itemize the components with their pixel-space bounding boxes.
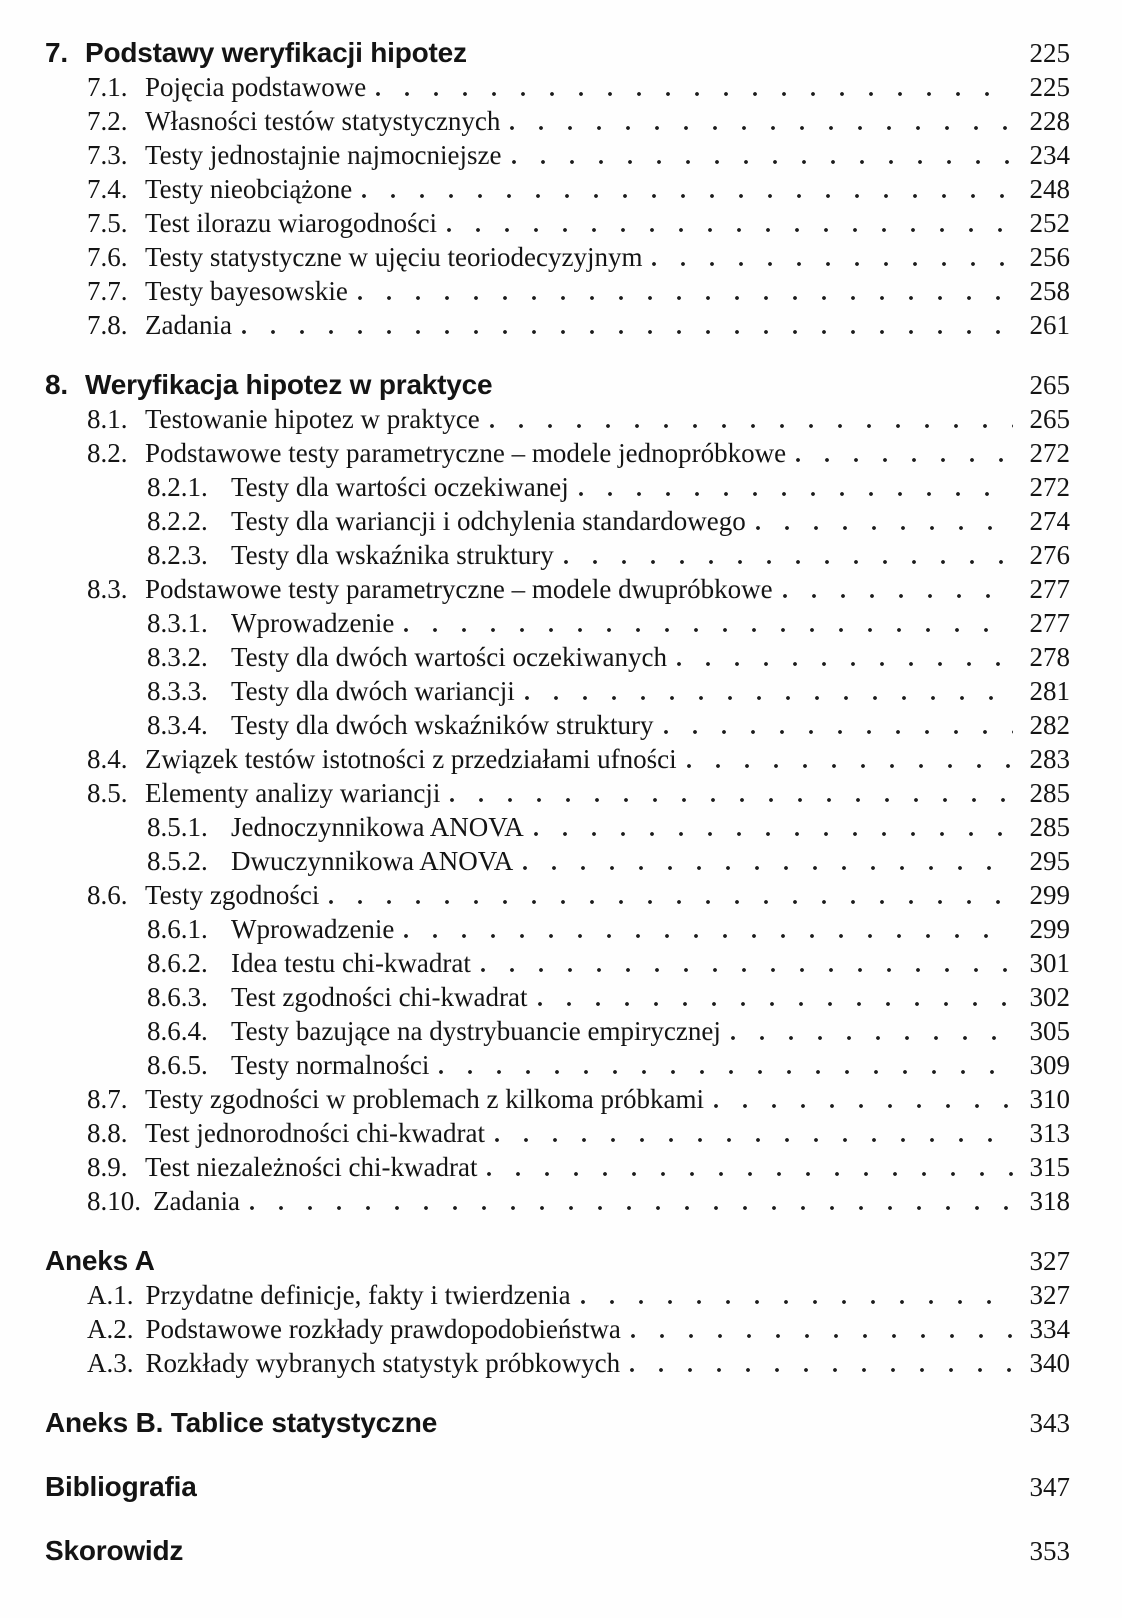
toc-entry-title: Testy dla dwóch wskaźników struktury xyxy=(231,710,654,740)
toc-entry-page: 347 xyxy=(1029,1472,1070,1502)
dot-leader xyxy=(329,900,1013,904)
toc-entry xyxy=(45,1244,1070,1278)
toc-entry xyxy=(45,1278,1070,1312)
toc-entry-title: Testy bayesowskie xyxy=(145,276,348,306)
dot-leader xyxy=(376,92,1013,96)
dot-leader xyxy=(404,934,1013,938)
dot-leader xyxy=(523,866,1013,870)
dot-leader xyxy=(783,594,1013,598)
toc-entry-page: 274 xyxy=(1029,506,1070,536)
dot-leader xyxy=(677,662,1013,666)
toc-entry-page: 285 xyxy=(1029,778,1070,808)
toc-entry-page: 283 xyxy=(1029,744,1070,774)
toc-entry-number: 8.2.2. xyxy=(147,506,208,536)
dot-leader xyxy=(358,296,1013,300)
toc-entry-page: 225 xyxy=(1029,38,1070,68)
toc-entry-number: 7.7. xyxy=(87,276,128,306)
toc-entry xyxy=(45,878,1070,912)
dot-leader xyxy=(207,1492,1013,1496)
toc-entry-number: 8. xyxy=(45,369,68,400)
toc-entry-title: Przydatne definicje, fakty i twierdzenia xyxy=(145,1280,571,1310)
dot-leader xyxy=(579,492,1013,496)
toc-entry xyxy=(45,742,1070,776)
toc-entry-page: 315 xyxy=(1029,1152,1070,1182)
toc-entry-number: 8.2.3. xyxy=(147,540,208,570)
toc-entry-title: Test ilorazu wiarogodności xyxy=(145,208,438,238)
dot-leader xyxy=(447,1428,1013,1432)
toc-entry xyxy=(45,36,1070,70)
toc-entry xyxy=(45,1346,1070,1380)
toc-entry-number: 8.3. xyxy=(87,574,128,604)
toc-entry-number: 7.1. xyxy=(87,72,128,102)
toc-entry-title: Zadania xyxy=(145,310,232,340)
toc-entry xyxy=(45,810,1070,844)
toc-entry-page: 309 xyxy=(1029,1050,1070,1080)
dot-leader xyxy=(439,1070,1013,1074)
dot-leader xyxy=(731,1036,1013,1040)
toc-entry-title: Aneks A xyxy=(45,1245,155,1276)
dot-leader xyxy=(630,1368,1013,1372)
dot-leader xyxy=(796,458,1013,462)
toc-entry-number: 8.1. xyxy=(87,404,128,434)
toc-entry-page: 302 xyxy=(1029,982,1070,1012)
toc-entry xyxy=(45,240,1070,274)
dot-leader xyxy=(534,832,1013,836)
dot-leader xyxy=(477,58,1013,62)
toc-entry xyxy=(45,1406,1070,1440)
toc-entry-title: Testy bazujące na dystrybuancie empirycznej xyxy=(231,1016,721,1046)
toc-entry-title: Test niezależności chi-kwadrat xyxy=(145,1152,478,1182)
toc-entry-title: Pojęcia podstawowe xyxy=(145,72,367,102)
dot-leader xyxy=(564,560,1013,564)
dot-leader xyxy=(631,1334,1013,1338)
toc-entry-number: 8.6. xyxy=(87,880,128,910)
toc-entry-page: 340 xyxy=(1029,1348,1070,1378)
toc-entry xyxy=(45,606,1070,640)
toc-entry xyxy=(45,1470,1070,1504)
dot-leader xyxy=(250,1206,1013,1210)
toc-entry-number: 7.2. xyxy=(87,106,128,136)
toc-entry xyxy=(45,504,1070,538)
toc-entry-title: Testy normalności xyxy=(231,1050,430,1080)
dot-leader xyxy=(193,1556,1013,1560)
toc-entry-number: 7.6. xyxy=(87,242,128,272)
toc-entry-page: 327 xyxy=(1029,1280,1070,1310)
dot-leader xyxy=(525,696,1013,700)
toc-entry-title: Jednoczynnikowa ANOVA xyxy=(231,812,524,842)
dot-leader xyxy=(581,1300,1013,1304)
toc-entry-title: Wprowadzenie xyxy=(231,608,395,638)
toc-entry-page: 301 xyxy=(1029,948,1070,978)
dot-leader xyxy=(652,262,1013,266)
toc-entry-title: Bibliografia xyxy=(45,1471,197,1502)
toc-entry xyxy=(45,1534,1070,1568)
toc-entry xyxy=(45,1150,1070,1184)
dot-leader xyxy=(664,730,1013,734)
toc-entry xyxy=(45,980,1070,1014)
toc-entry-number: 8.2.1. xyxy=(147,472,208,502)
toc-entry xyxy=(45,1116,1070,1150)
dot-leader xyxy=(490,424,1013,428)
toc-entry xyxy=(45,912,1070,946)
toc-entry-number: A.1. xyxy=(87,1280,134,1310)
toc-entry xyxy=(45,1014,1070,1048)
toc-entry-title: Testy dla wskaźnika struktury xyxy=(231,540,554,570)
toc-entry-page: 281 xyxy=(1029,676,1070,706)
toc-entry-page: 265 xyxy=(1029,370,1070,400)
toc-entry xyxy=(45,308,1070,342)
toc-entry-number: 8.4. xyxy=(87,744,128,774)
toc-entry-number: 8.2. xyxy=(87,438,128,468)
toc-entry xyxy=(45,538,1070,572)
toc-entry-number: A.3. xyxy=(87,1348,134,1378)
toc-entry-number: 8.6.2. xyxy=(147,948,208,978)
toc-entry-page: 313 xyxy=(1029,1118,1070,1148)
toc-entry xyxy=(45,172,1070,206)
dot-leader xyxy=(510,126,1013,130)
toc-entry-page: 318 xyxy=(1029,1186,1070,1216)
toc-entry-page: 261 xyxy=(1029,310,1070,340)
toc-entry-title: Weryfikacja hipotez w praktyce xyxy=(85,369,493,400)
toc-entry-title: Podstawy weryfikacji hipotez xyxy=(85,37,467,68)
dot-leader xyxy=(242,330,1013,334)
toc-entry xyxy=(45,844,1070,878)
toc-entry-title: Własności testów statystycznych xyxy=(145,106,501,136)
dot-leader xyxy=(495,1138,1013,1142)
toc-entry xyxy=(45,1048,1070,1082)
toc-entry-title: Związek testów istotności z przedziałami ufności xyxy=(145,744,677,774)
toc-entry-page: 310 xyxy=(1029,1084,1070,1114)
toc-entry-number: 7. xyxy=(45,37,68,68)
toc-entry-number: 7.4. xyxy=(87,174,128,204)
toc-entry-page: 234 xyxy=(1029,140,1070,170)
toc-entry-title: Dwuczynnikowa ANOVA xyxy=(231,846,514,876)
toc-entry xyxy=(45,1184,1070,1218)
toc-entry-page: 252 xyxy=(1029,208,1070,238)
toc-entry-number: 8.5. xyxy=(87,778,128,808)
toc-entry-title: Skorowidz xyxy=(45,1535,184,1566)
toc-entry-title: Podstawowe rozkłady prawdopodobieństwa xyxy=(145,1314,621,1344)
toc-entry-page: 272 xyxy=(1029,472,1070,502)
dot-leader xyxy=(487,1172,1013,1176)
toc-entry-title: Testy zgodności xyxy=(145,880,320,910)
toc-entry-number: 8.10. xyxy=(87,1186,141,1216)
toc-entry-page: 256 xyxy=(1029,242,1070,272)
toc-entry-page: 327 xyxy=(1029,1246,1070,1276)
toc-entry-number: 8.5.1. xyxy=(147,812,208,842)
toc-entry-number: 7.5. xyxy=(87,208,128,238)
toc-entry-title: Testy zgodności w problemach z kilkoma próbkami xyxy=(145,1084,704,1114)
toc-entry-page: 265 xyxy=(1029,404,1070,434)
toc-entry-number: 8.3.3. xyxy=(147,676,208,706)
toc-entry-number: 8.6.3. xyxy=(147,982,208,1012)
toc-entry xyxy=(45,776,1070,810)
dot-leader xyxy=(404,628,1013,632)
dot-leader xyxy=(447,228,1013,232)
toc-entry xyxy=(45,640,1070,674)
toc-entry xyxy=(45,674,1070,708)
toc-entry-page: 225 xyxy=(1029,72,1070,102)
toc-entry-page: 258 xyxy=(1029,276,1070,306)
toc-entry-title: Test zgodności chi-kwadrat xyxy=(231,982,528,1012)
toc-entry-title: Testy dla wariancji i odchylenia standardowego xyxy=(231,506,746,536)
toc-entry xyxy=(45,274,1070,308)
dot-leader xyxy=(687,764,1013,768)
toc-entry-page: 276 xyxy=(1029,540,1070,570)
dot-leader xyxy=(481,968,1013,972)
toc-entry-number: 8.7. xyxy=(87,1084,128,1114)
table-of-contents xyxy=(45,36,1070,1568)
toc-entry xyxy=(45,1082,1070,1116)
toc-entry-number: 8.3.1. xyxy=(147,608,208,638)
dot-leader xyxy=(450,798,1013,802)
dot-leader xyxy=(362,194,1013,198)
toc-entry-title: Testy dla dwóch wariancji xyxy=(231,676,515,706)
dot-leader xyxy=(538,1002,1013,1006)
toc-entry-page: 353 xyxy=(1029,1536,1070,1566)
toc-entry-page: 272 xyxy=(1029,438,1070,468)
toc-entry-title: Testy dla wartości oczekiwanej xyxy=(231,472,569,502)
toc-entry-title: Rozkłady wybranych statystyk próbkowych xyxy=(145,1348,621,1378)
toc-entry xyxy=(45,1312,1070,1346)
dot-leader xyxy=(756,526,1013,530)
toc-entry-number: 8.3.2. xyxy=(147,642,208,672)
toc-entry-number: 8.6.5. xyxy=(147,1050,208,1080)
toc-entry-title: Elementy analizy wariancji xyxy=(145,778,441,808)
toc-entry xyxy=(45,572,1070,606)
toc-entry-number: 8.3.4. xyxy=(147,710,208,740)
toc-entry xyxy=(45,436,1070,470)
toc-entry-title: Podstawowe testy parametryczne – modele dwupróbkowe xyxy=(145,574,773,604)
toc-entry-title: Testy statystyczne w ujęciu teoriodecyzyjnym xyxy=(145,242,643,272)
toc-entry-page: 343 xyxy=(1029,1408,1070,1438)
dot-leader xyxy=(502,390,1013,394)
toc-entry xyxy=(45,206,1070,240)
toc-entry-page: 282 xyxy=(1029,710,1070,740)
toc-entry-title: Testy jednostajnie najmocniejsze xyxy=(145,140,502,170)
toc-entry-number: 8.9. xyxy=(87,1152,128,1182)
toc-entry-page: 295 xyxy=(1029,846,1070,876)
toc-entry xyxy=(45,138,1070,172)
toc-entry xyxy=(45,70,1070,104)
toc-entry xyxy=(45,402,1070,436)
toc-entry-number: A.2. xyxy=(87,1314,134,1344)
toc-entry-number: 8.8. xyxy=(87,1118,128,1148)
toc-entry-page: 334 xyxy=(1029,1314,1070,1344)
toc-entry-title: Wprowadzenie xyxy=(231,914,395,944)
dot-leader xyxy=(512,160,1014,164)
toc-entry-page: 248 xyxy=(1029,174,1070,204)
toc-entry-number: 8.5.2. xyxy=(147,846,208,876)
toc-entry-number: 7.8. xyxy=(87,310,128,340)
toc-entry xyxy=(45,946,1070,980)
toc-entry-number: 7.3. xyxy=(87,140,128,170)
dot-leader xyxy=(714,1104,1013,1108)
toc-entry xyxy=(45,708,1070,742)
toc-entry-title: Idea testu chi-kwadrat xyxy=(231,948,471,978)
toc-entry-page: 285 xyxy=(1029,812,1070,842)
toc-entry-title: Zadania xyxy=(153,1186,240,1216)
toc-entry xyxy=(45,368,1070,402)
toc-entry-page: 299 xyxy=(1029,914,1070,944)
toc-entry-title: Aneks B. Tablice statystyczne xyxy=(45,1407,438,1438)
toc-entry-title: Test jednorodności chi-kwadrat xyxy=(145,1118,486,1148)
toc-entry-number: 8.6.1. xyxy=(147,914,208,944)
toc-entry-page: 299 xyxy=(1029,880,1070,910)
toc-entry-page: 277 xyxy=(1029,574,1070,604)
toc-entry-title: Testowanie hipotez w praktyce xyxy=(145,404,480,434)
toc-entry-page: 277 xyxy=(1029,608,1070,638)
dot-leader xyxy=(165,1266,1013,1270)
toc-entry-page: 305 xyxy=(1029,1016,1070,1046)
toc-entry-title: Podstawowe testy parametryczne – modele jednopróbkowe xyxy=(145,438,787,468)
toc-entry-title: Testy nieobciążone xyxy=(145,174,353,204)
toc-entry-page: 228 xyxy=(1029,106,1070,136)
toc-entry xyxy=(45,104,1070,138)
toc-entry xyxy=(45,470,1070,504)
toc-entry-title: Testy dla dwóch wartości oczekiwanych xyxy=(231,642,667,672)
toc-entry-number: 8.6.4. xyxy=(147,1016,208,1046)
toc-entry-page: 278 xyxy=(1029,642,1070,672)
